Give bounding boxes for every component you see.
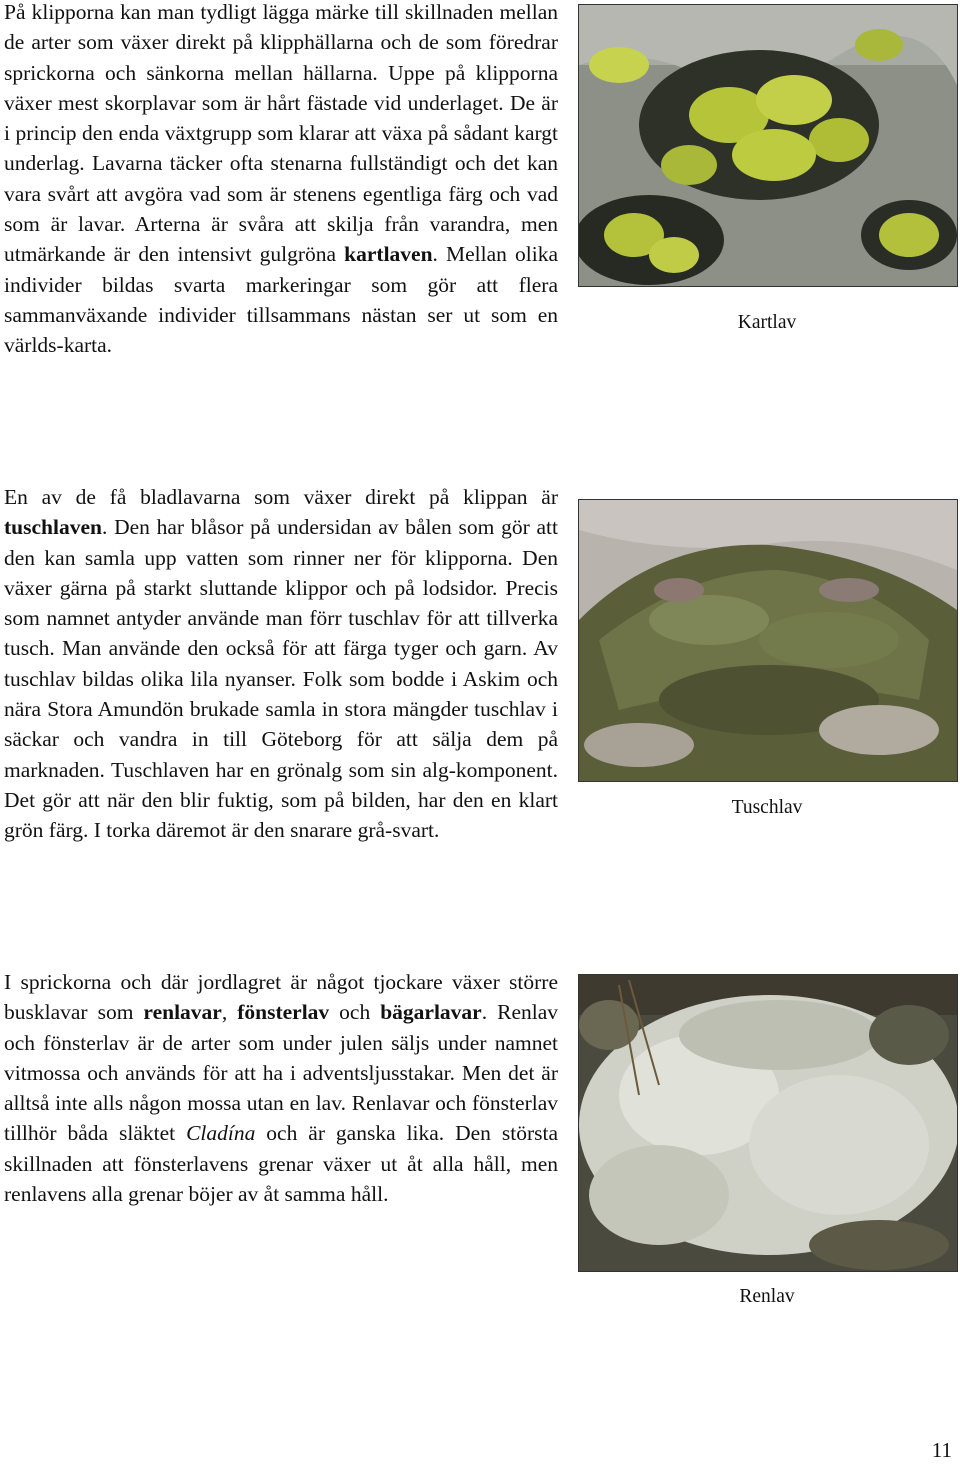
paragraph-renlav	[4, 967, 558, 1209]
kartlav-caption: Kartlav	[737, 312, 797, 333]
text-run: En av de få bladlavarna som växer direkt på klippan är	[4, 485, 558, 509]
paragraph-kartlav	[4, 0, 558, 361]
page-number: 11	[931, 1438, 952, 1462]
text-run: ,	[221, 1000, 238, 1025]
tuschlav-photo	[578, 499, 958, 782]
text-run: . Mellan olika individer bildas svarta markeringar som gör att flera sammanväxande individer tillsammans nästan ser ut som en världs-karta.	[4, 242, 558, 358]
paragraph-tuschlav	[4, 482, 558, 846]
bold-term: fönsterlav	[237, 1000, 330, 1025]
text-run: . Den har blåsor på undersidan av bålen som gör att den kan samla upp vatten som rinner ner för klipporna. Den växer gärna på starkt sluttande klippor och på lodsidor. Precis som namnet antyder använde man förr tuschlav för att tillverka tusch. Man använde den också för att färga tyger och garn. Av tuschlav bildas olika lila nyanser. Folk som bodde i Askim och nära Stora Amundön brukade samla in stora mängder tuschlav i säckar och vandra in till Göteborg för att sälja dem på marknaden. Tuschlaven har en grönalg som sin alg-komponent. Det gör att när den blir fuktig, som på bilden, har den en klart grön färg. I torka däremot är den snarare grå-svart.	[4, 515, 558, 843]
bold-term: bägarlavar	[380, 1000, 482, 1025]
renlav-photo	[578, 974, 958, 1272]
kartlav-photo	[578, 4, 958, 287]
bold-term: kartlaven	[344, 242, 433, 267]
bold-term: tuschlaven	[4, 515, 102, 540]
italic-term: Cladína	[186, 1121, 256, 1146]
tuschlav-caption: Tuschlav	[731, 797, 803, 818]
text-run: och	[329, 1000, 381, 1025]
text-run: På klipporna kan man tydligt lägga märke till skillnaden mellan de arter som växer direkt på klipphällarna och de som föredrar sprickorna och sänkorna mellan hällarna. Uppe på klipporna växer mest skorplavar som är hårt fästade vid underlaget. De är i princip den enda växtgrupp som klarar att växa på sådant kargt underlag. Lavarna täcker ofta stenarna fullständigt och det kan vara svårt att avgöra vad som är stenens egentliga färg och vad som är lavar. Arterna är svåra att skilja från varandra, men utmärkande är den intensivt gulgröna	[4, 0, 558, 267]
text-run: och är ganska lika. Den största skillnaden att fönsterlavens grenar växer ut åt alla håll, men renlavens alla grenar böjer av åt samma håll.	[4, 1121, 559, 1207]
text-run: I sprickorna och där jordlagret är något tjockare växer större busklavar som	[4, 970, 558, 1025]
text-run: . Renlav och fönsterlav är de arter som under julen säljs under namnet vitmossa och används för att ha i adventsljusstakar. Men det är alltså inte alls någon mossa utan en lav. Renlavar och fönsterlav tillhör båda släktet	[4, 1000, 559, 1146]
bold-term: renlavar	[143, 1000, 222, 1025]
renlav-caption: Renlav	[739, 1286, 795, 1307]
